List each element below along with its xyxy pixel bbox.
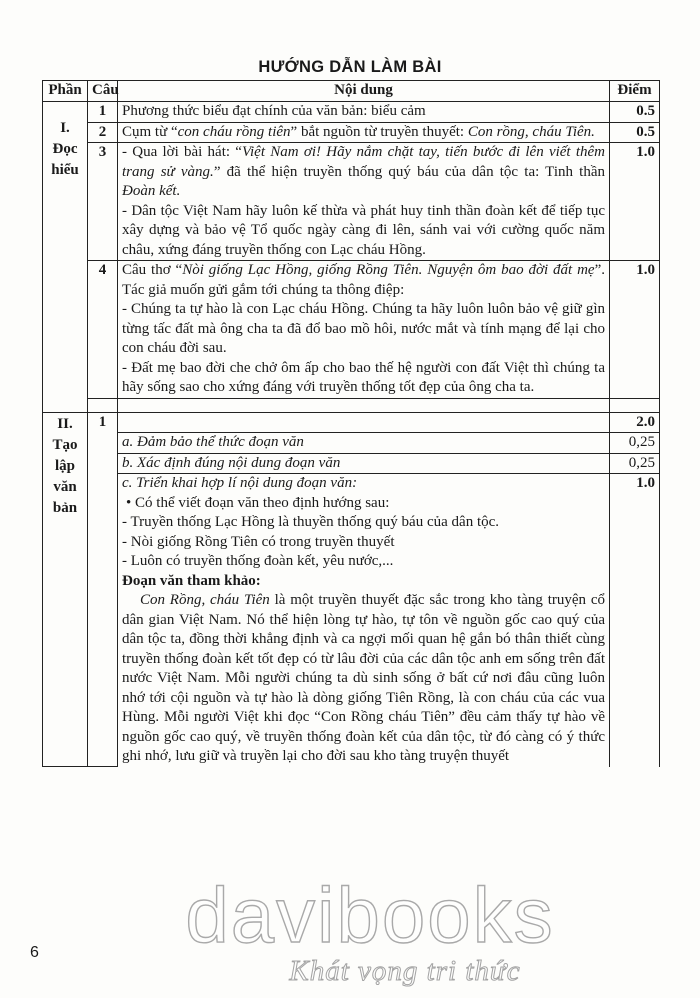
part-2-label-line4: bản bbox=[52, 499, 78, 516]
empty-cell bbox=[88, 398, 118, 412]
table-row bbox=[43, 102, 660, 123]
part-1-number: I. bbox=[60, 120, 70, 136]
text-span: ” đã thể hiện truyền thống quý báu của dân tộc ta: Tinh thần bbox=[213, 163, 605, 180]
score-value: 0.5 bbox=[610, 122, 660, 143]
paragraph bbox=[122, 261, 605, 300]
question-number: 4 bbox=[88, 261, 118, 399]
empty-cell bbox=[118, 412, 610, 433]
criterion-a: a. Đảm bảo thể thức đoạn văn bbox=[118, 433, 610, 454]
score-value: 0,25 bbox=[610, 453, 660, 474]
part-2-label-line2: lập bbox=[54, 457, 75, 474]
table-row bbox=[43, 453, 660, 474]
italic-title: Con rồng, cháu Tiên. bbox=[467, 123, 595, 140]
part-2-number: II. bbox=[57, 415, 73, 432]
answer-guide-table bbox=[42, 80, 660, 767]
score-value: 1.0 bbox=[610, 143, 660, 261]
table-row bbox=[43, 261, 660, 399]
empty-cell bbox=[118, 398, 610, 412]
header-score: Điểm bbox=[610, 81, 660, 102]
part-2-label-line1: Tạo bbox=[52, 436, 78, 453]
reference-paragraph bbox=[122, 591, 605, 767]
question-number: 2 bbox=[88, 122, 118, 143]
answer-content bbox=[118, 261, 610, 399]
reference-body: là một truyền thuyết đặc sắc trong kho tàng truyện cổ dân gian Việt Nam. Nó thể hiện lòng tự hào, tự tôn về nguồn gốc cao quý của dân tộc ta, đồng thời khẳng định và ca ngợi mối quan hệ gắn bó thân thiết cùng truyền thống đoàn kết tốt đẹp có từ lâu đời của các dân tộc anh em sống trên đất nước Việt Nam. Mỗi người chúng ta dù sinh sống ở bất cứ nơi đâu cũng luôn nhớ tới cội nguồn và tự hào là dòng giống Tiên Rồng, là con cháu của các vua Hùng. Mỗi người Việt khi đọc “Con Rồng cháu Tiên” đều cảm thấy tự hào về nguồn gốc cao quý, về truyền thống đoàn kết của dân tộc, từ đó càng có ý thức ghi nhớ, lưu giữ và truyền lại cho đời sau kho tàng truyện thuyết bbox=[122, 592, 605, 764]
watermark-brand: davibooks bbox=[185, 871, 555, 959]
text-span: Cụm từ “ bbox=[122, 123, 178, 140]
direction-item: - Truyền thống Lạc Hồng là thuyền thống quý báu của dân tộc. bbox=[122, 514, 500, 530]
part-1-label-line1: Đọc bbox=[52, 141, 78, 157]
score-value: 0,25 bbox=[610, 433, 660, 454]
text-span: Câu thơ “ bbox=[122, 262, 183, 278]
reference-heading: Đoạn văn tham khảo: bbox=[122, 572, 261, 589]
italic-quote: Nòi giống Lạc Hồng, giống Rồng Tiên. Nguyện ôm bao đời đất mẹ bbox=[182, 262, 595, 278]
paragraph: - Đất mẹ bao đời che chở ôm ấp cho bao thế hệ người con đất Việt thì chúng ta hãy sống sao cho xứng đáng với truyền thống tốt đẹp của ông cha ta. bbox=[122, 359, 605, 395]
header-content: Nội dung bbox=[118, 81, 610, 102]
reference-story-title: Con Rồng, cháu Tiên bbox=[140, 592, 270, 608]
page-number: 6 bbox=[30, 944, 39, 961]
spacer-row bbox=[43, 398, 660, 412]
bullet-item bbox=[122, 494, 605, 514]
bullet-text: Có thể viết đoạn văn theo định hướng sau: bbox=[135, 494, 390, 511]
answer-content bbox=[118, 143, 610, 261]
table-row bbox=[43, 433, 660, 454]
text-span: ”. Tác giả muốn gửi gắm tới chúng ta thông điệp: bbox=[122, 262, 606, 298]
text-span: ” bắt nguồn từ truyền thuyết: bbox=[290, 123, 468, 140]
page-title: HƯỚNG DẪN LÀM BÀI bbox=[258, 58, 442, 76]
header-question: Câu bbox=[88, 81, 118, 102]
table-row bbox=[43, 412, 660, 433]
direction-item: - Nòi giống Rồng Tiên có trong truyền thuyết bbox=[122, 533, 395, 550]
answer-content bbox=[118, 122, 610, 143]
table-header-row bbox=[43, 81, 660, 102]
score-value: 0.5 bbox=[610, 102, 660, 123]
part-2-label-line3: văn bbox=[53, 478, 77, 495]
criterion-c-title: c. Triển khai hợp lí nội dung đoạn văn: bbox=[122, 475, 358, 491]
paragraph bbox=[122, 143, 605, 202]
watermark-slogan: Khát vọng tri thức bbox=[289, 955, 521, 987]
table-row bbox=[43, 122, 660, 143]
paragraph: - Chúng ta tự hào là con Lạc cháu Hồng. Chúng ta hãy luôn luôn bảo vệ giữ gìn từng tấc đất mà ông cha ta đã đổ bao mồ hôi, nước mắt và tính mạng để lại cho con cháu đời sau. bbox=[122, 301, 605, 356]
question-number: 1 bbox=[88, 102, 118, 123]
table-row bbox=[43, 143, 660, 261]
text-span: - Qua lời bài hát: “ bbox=[122, 144, 242, 160]
part-2-cell bbox=[43, 412, 88, 767]
paragraph: - Dân tộc Việt Nam hãy luôn kế thừa và phát huy tinh thần đoàn kết để tiếp tục xây dựng và bảo vệ Tổ quốc ngày càng đi lên, sánh vai với cường quốc năm châu, xứng đáng truyền thống con Lạc cháu Hồng. bbox=[122, 202, 605, 258]
answer-content: Phương thức biểu đạt chính của văn bản: biểu cảm bbox=[118, 102, 610, 123]
score-value: 1.0 bbox=[610, 261, 660, 399]
header-part: Phần bbox=[43, 81, 88, 102]
italic-quote: Việt Nam ơi! Hãy nắm chặt tay, tiến bước đi lên viết thêm trang sử vàng. bbox=[122, 144, 605, 180]
criterion-c bbox=[118, 474, 610, 767]
score-value: 2.0 bbox=[610, 412, 660, 433]
part-1-cell bbox=[43, 102, 88, 413]
score-value: 1.0 bbox=[610, 474, 660, 767]
question-number: 3 bbox=[88, 143, 118, 261]
direction-item: - Luôn có truyền thống đoàn kết, yêu nước,... bbox=[122, 553, 394, 569]
question-number: 1 bbox=[88, 412, 118, 767]
criterion-b: b. Xác định đúng nội dung đoạn văn bbox=[118, 453, 610, 474]
bullet-dot: • bbox=[126, 494, 136, 511]
table-row bbox=[43, 474, 660, 767]
part-1-label-line2: hiểu bbox=[51, 162, 79, 178]
empty-cell bbox=[610, 398, 660, 412]
italic-keyword: Đoàn kết. bbox=[122, 183, 181, 199]
italic-quote: con cháu rồng tiên bbox=[177, 123, 291, 140]
